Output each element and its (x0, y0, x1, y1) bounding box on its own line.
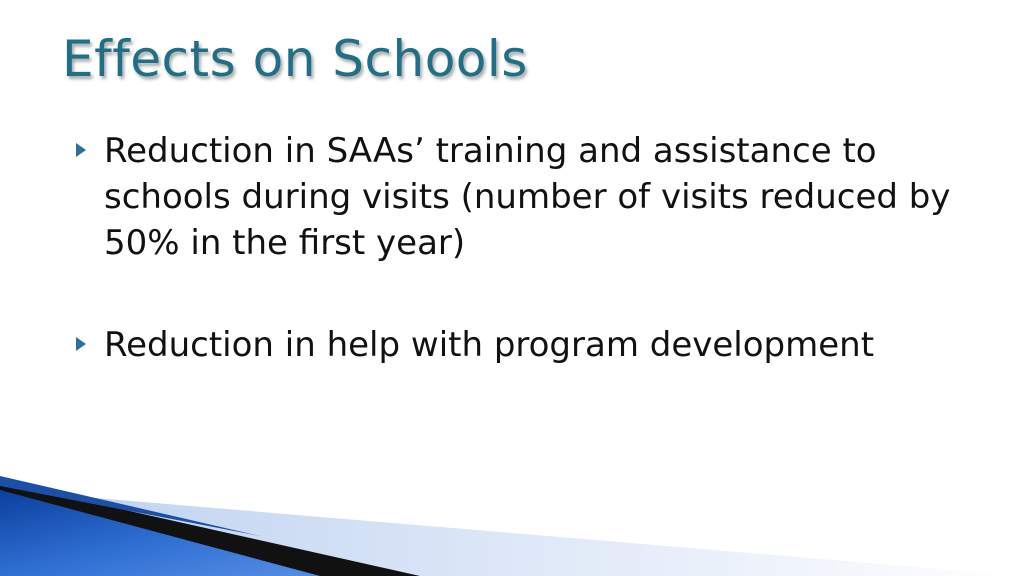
bullet-text: Reduction in SAAs’ training and assistance to schools during visits (number of visits reduced by 50% in the first year) (104, 131, 951, 263)
bullet-text: Reduction in help with program development (104, 325, 875, 365)
triangle-bullet-icon (76, 337, 86, 351)
triangle-bullet-icon (76, 143, 86, 157)
bullet-list (72, 128, 962, 368)
bullet-item (72, 128, 962, 266)
bullet-item (72, 322, 962, 368)
slide-title: Effects on Schools (62, 30, 528, 88)
corner-swoosh-decoration (0, 476, 1024, 576)
